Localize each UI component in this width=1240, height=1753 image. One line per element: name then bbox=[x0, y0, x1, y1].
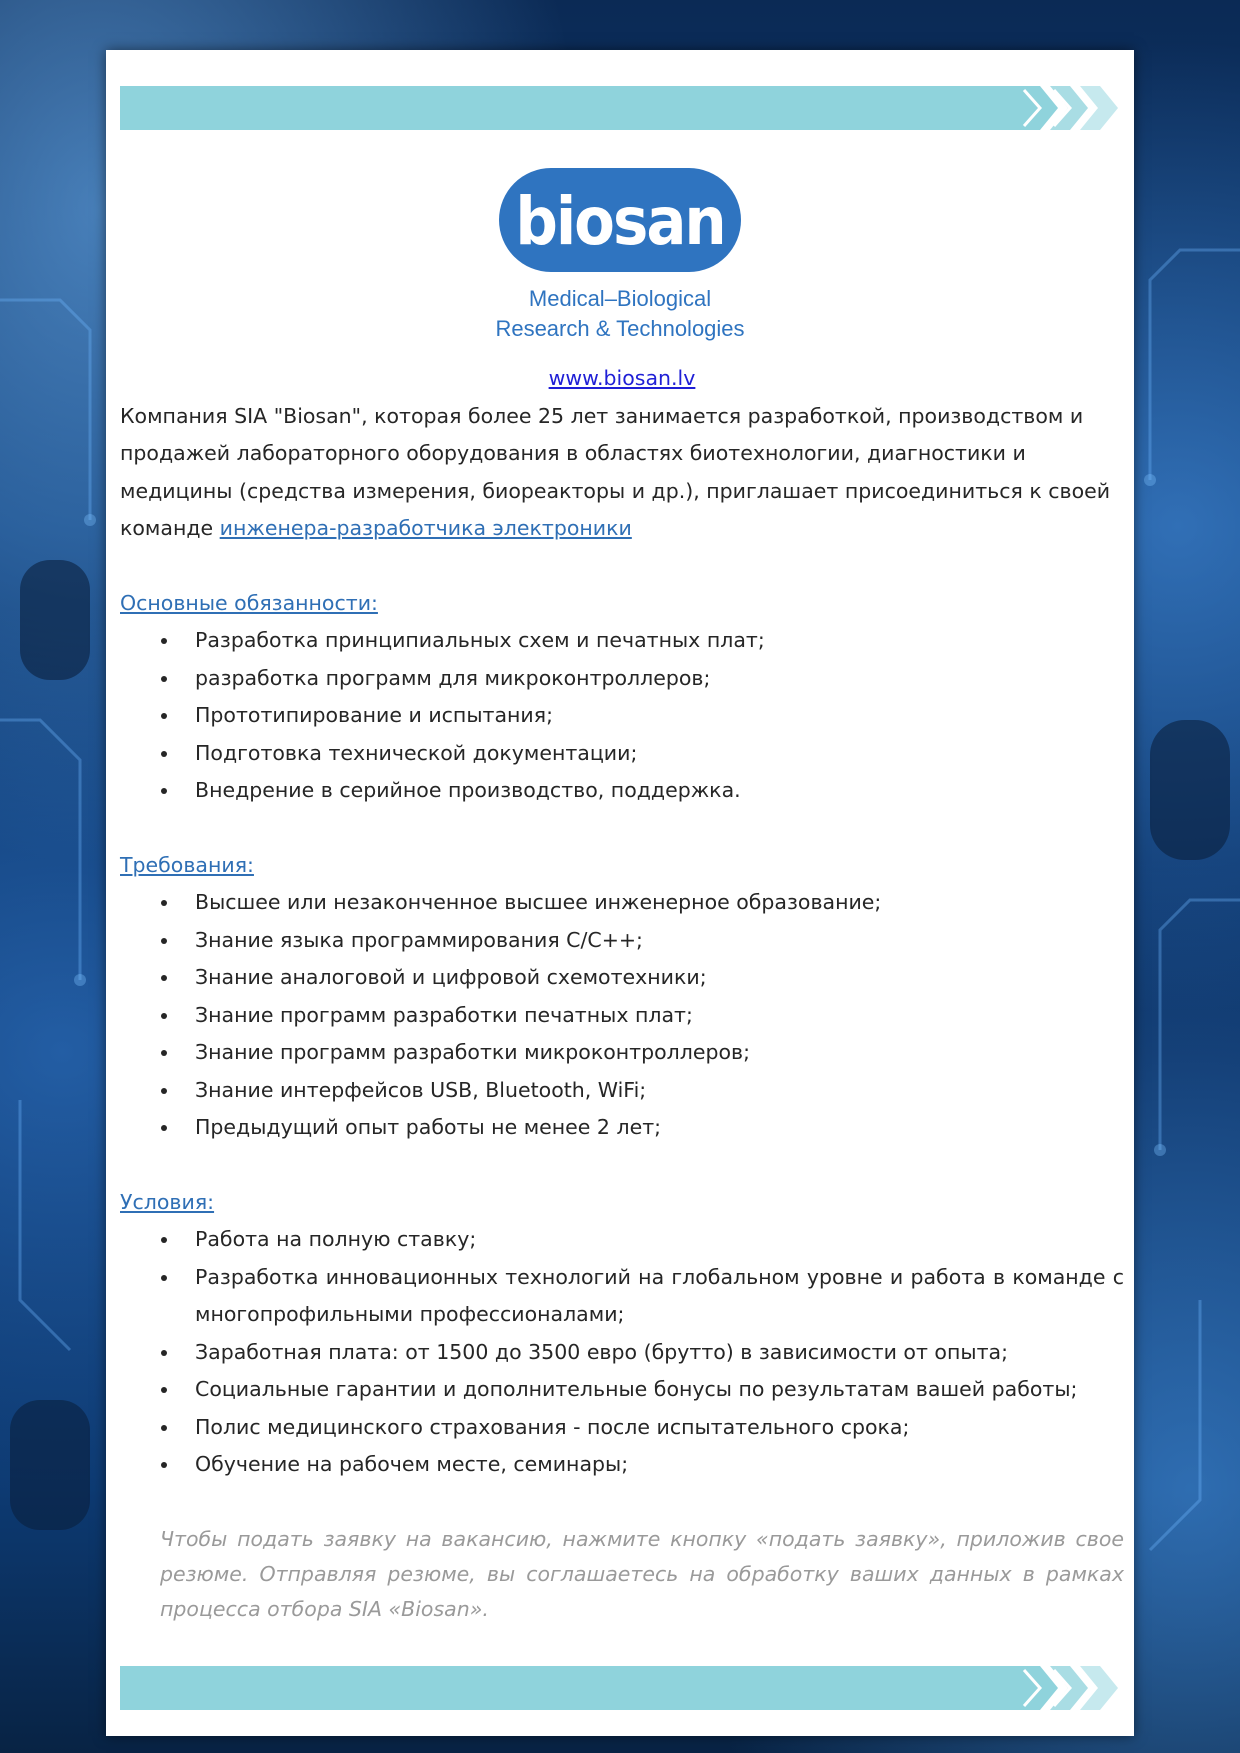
list-item: Высшее или незаконченное высшее инженерное образование; bbox=[120, 884, 1124, 922]
list-item: Знание языка программирования C/C++; bbox=[120, 922, 1124, 960]
biosan-logo bbox=[106, 166, 1134, 344]
list-item: Внедрение в серийное производство, поддержка. bbox=[120, 772, 1124, 810]
header-decorative-band bbox=[120, 86, 1124, 130]
list-item: Социальные гарантии и дополнительные бонусы по результатам вашей работы; bbox=[120, 1371, 1124, 1409]
website-line bbox=[120, 360, 1124, 398]
requirements-heading: Требования: bbox=[120, 852, 254, 877]
duties-heading: Основные обязанности: bbox=[120, 590, 378, 615]
job-posting-page bbox=[106, 50, 1134, 1736]
list-item: Обучение на рабочем месте, семинары; bbox=[120, 1446, 1124, 1484]
conditions-heading: Условия: bbox=[120, 1189, 215, 1214]
list-item: Знание программ разработки микроконтроллеров; bbox=[120, 1034, 1124, 1072]
list-item: Разработка инновационных технологий на глобальном уровне и работа в команде с многопрофильными профессионалами; bbox=[120, 1259, 1124, 1334]
list-item: Знание аналоговой и цифровой схемотехники; bbox=[120, 959, 1124, 997]
biosan-logo-mark bbox=[497, 166, 743, 276]
position-title: инженера-разработчика электроники bbox=[219, 516, 632, 540]
duties-list bbox=[120, 622, 1124, 810]
application-note: Чтобы подать заявку на вакансию, нажмите кнопку «подать заявку», приложив свое резюме. Отправляя резюме, вы соглашаетесь на обработку ваших данных в рамках процесса отбора SIA «Biosan». bbox=[160, 1526, 1124, 1621]
website-link[interactable]: www.biosan.lv bbox=[548, 366, 696, 390]
intro-paragraph bbox=[120, 398, 1124, 548]
posting-content bbox=[120, 360, 1124, 1627]
list-item: Знание интерфейсов USB, Bluetooth, WiFi; bbox=[120, 1072, 1124, 1110]
footer-decorative-band bbox=[120, 1666, 1124, 1710]
list-item: Предыдущий опыт работы не менее 2 лет; bbox=[120, 1109, 1124, 1147]
list-item: разработка программ для микроконтроллеров; bbox=[120, 660, 1124, 698]
list-item: Работа на полную ставку; bbox=[120, 1221, 1124, 1259]
logo-tagline-line2: Research & Technologies bbox=[495, 316, 745, 341]
logo-tagline-line1: Medical–Biological bbox=[528, 286, 712, 311]
list-item: Заработная плата: от 1500 до 3500 евро (брутто) в зависимости от опыта; bbox=[120, 1334, 1124, 1372]
list-item: Полис медицинского страхования - после испытательного срока; bbox=[120, 1409, 1124, 1447]
list-item: Подготовка технической документации; bbox=[120, 735, 1124, 773]
requirements-list bbox=[120, 884, 1124, 1147]
conditions-list bbox=[120, 1221, 1124, 1484]
list-item: Прототипирование и испытания; bbox=[120, 697, 1124, 735]
intro-text: Компания SIA "Biosan", которая более 25 лет занимается разработкой, производством и продажей лабораторного оборудования в областях биотехнологии, диагностики и медицины (средства измерения, биореакторы и др.), приглашает присоединиться к своей команде bbox=[120, 403, 1111, 540]
svg-text:biosan: biosan bbox=[515, 183, 725, 260]
list-item: Разработка принципиальных схем и печатных плат; bbox=[120, 622, 1124, 660]
list-item: Знание программ разработки печатных плат; bbox=[120, 997, 1124, 1035]
